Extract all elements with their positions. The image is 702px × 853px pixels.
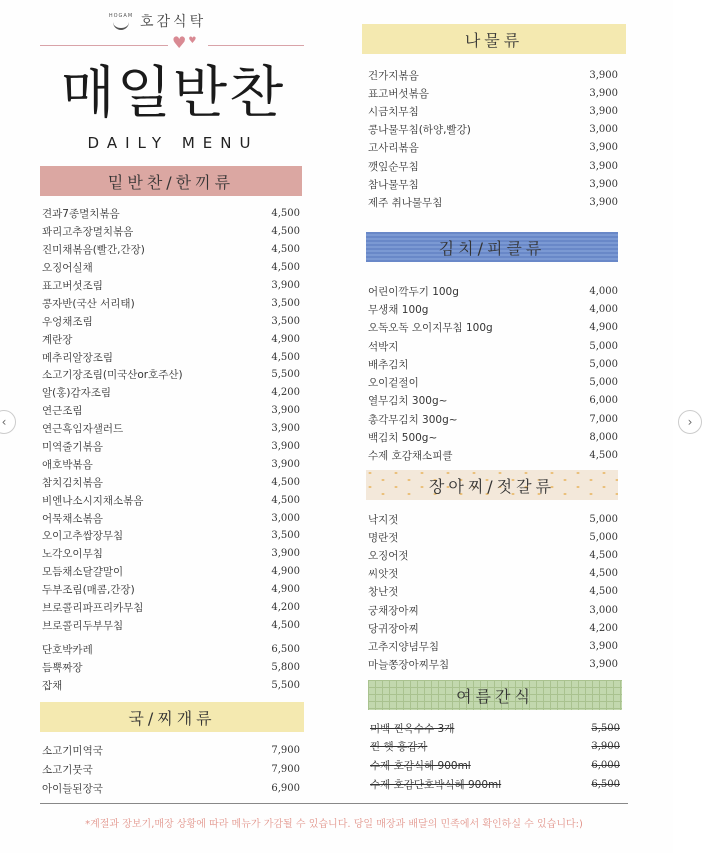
menu-item [42, 509, 300, 527]
menu-item-name: 우엉채조림 [42, 315, 93, 328]
menu-item-price: 3,900 [589, 69, 618, 81]
menu-item-price: 3,900 [271, 548, 300, 560]
menu-item-name: 씨앗젓 [368, 568, 399, 581]
menu-item [42, 760, 300, 779]
menu-item-name: 진미채볶음(빨간,간장) [42, 244, 145, 257]
menu-item [42, 420, 300, 438]
menu-item-name: 열무김치 300g~ [368, 395, 448, 408]
menu-item-name: 콩자반(국산 서리태) [42, 297, 135, 310]
menu-item-price: 5,000 [589, 340, 618, 352]
menu-item-price: 3,900 [589, 160, 618, 172]
menu-item-price: 4,000 [589, 285, 618, 297]
menu-item [368, 319, 618, 337]
menu-item-price: 4,500 [589, 586, 618, 598]
menu-item-price: 3,900 [589, 659, 618, 671]
menu-item-price: 4,500 [589, 568, 618, 580]
menu-item-name: 연근흑임자샐러드 [42, 423, 124, 436]
menu-item-name: 백김치 500g~ [368, 432, 438, 445]
menu-item [368, 300, 618, 318]
menu-item-name: 어묵채소볶음 [42, 512, 103, 525]
menu-item-price: 4,900 [271, 584, 300, 596]
menu-item-price: 3,900 [271, 423, 300, 435]
menu-item-price: 4,500 [589, 549, 618, 561]
banchan-list [42, 205, 300, 634]
menu-item-name: 배추김치 [368, 358, 409, 371]
menu-item [368, 637, 618, 655]
menu-item-price: 3,900 [271, 441, 300, 453]
menu-item [42, 438, 300, 456]
menu-item [42, 348, 300, 366]
menu-item-name: 표고버섯조림 [42, 280, 103, 292]
menu-item-price: 4,500 [271, 226, 300, 238]
menu-item-price: 6,500 [591, 778, 620, 790]
menu-item [368, 355, 618, 373]
menu-item-price: 4,000 [589, 303, 618, 315]
chevron-left-icon[interactable]: ‹ [0, 410, 16, 434]
menu-item-price: 4,200 [589, 622, 618, 634]
menu-item [42, 330, 300, 348]
menu-item-price: 7,900 [271, 764, 300, 775]
menu-item [370, 756, 620, 775]
menu-item-name: 비엔나소시지채소볶음 [42, 494, 144, 507]
menu-item [368, 139, 618, 157]
page-title: 매일반찬 [60, 61, 286, 126]
header-divider-left [40, 45, 168, 46]
menu-item [368, 656, 618, 674]
menu-item-price: 6,000 [589, 395, 618, 407]
menu-item-price: 4,900 [271, 566, 300, 578]
menu-item-price: 5,500 [271, 680, 300, 692]
menu-item-name: 오징어젓 [368, 549, 409, 562]
menu-item-name: 브로콜리두부무침 [42, 619, 124, 632]
menu-item [42, 491, 300, 509]
menu-item [368, 337, 618, 355]
menu-item-name: 낙지젓 [368, 513, 399, 526]
menu-item-price: 3,500 [271, 530, 300, 542]
menu-item-name: 꽈리고추장멸치볶음 [42, 226, 134, 239]
menu-item-name: 찐 햇 홍감자 [370, 741, 428, 754]
menu-item [42, 640, 300, 658]
menu-item [42, 312, 300, 330]
menu-item [42, 384, 300, 402]
section-header-namul: 나물류 [362, 24, 626, 54]
menu-item-name: 무생채 100g [368, 303, 429, 316]
menu-item [42, 527, 300, 545]
jangajji-list [368, 510, 618, 674]
menu-item [42, 455, 300, 473]
menu-item-name: 미백 찐옥수수 3개 [370, 722, 455, 735]
menu-item-name: 깻잎순무침 [368, 160, 419, 173]
summer-list [370, 719, 620, 793]
banchan-extras-list [42, 640, 300, 695]
menu-item-name: 메추리알장조림 [42, 351, 114, 364]
menu-item-name: 오이고추쌈장무침 [42, 530, 124, 543]
menu-item [368, 121, 618, 139]
menu-item-name: 모듬채소달걀말이 [42, 566, 124, 579]
menu-item [368, 528, 618, 546]
menu-item [368, 601, 618, 619]
menu-item-price: 3,900 [271, 280, 300, 291]
menu-item-name: 당귀장아찌 [368, 622, 419, 635]
menu-item-price: 3,500 [271, 297, 300, 309]
menu-item-price: 4,200 [271, 602, 300, 614]
menu-item-price: 3,900 [589, 142, 618, 154]
menu-item-name: 창난젓 [368, 586, 399, 599]
menu-item-price: 3,900 [589, 87, 618, 99]
menu-item-price: 4,500 [589, 450, 618, 462]
menu-item-name: 소고기장조림(미국산or호주산) [42, 369, 183, 382]
menu-item-name: 알(홍)감자조림 [42, 387, 112, 400]
menu-item [42, 581, 300, 599]
menu-item-name: 수제 호감단호박식혜 900ml [370, 778, 502, 791]
menu-item-price: 5,000 [589, 513, 618, 525]
menu-item [42, 473, 300, 491]
menu-item [368, 193, 618, 211]
menu-item-price: 3,000 [589, 124, 618, 136]
menu-item-name: 소고기미역국 [42, 745, 103, 757]
brand [108, 10, 206, 32]
hearts-icon: ♥ ♥ [172, 33, 197, 52]
menu-item [368, 157, 618, 175]
menu-item-price: 4,500 [271, 244, 300, 256]
menu-item [42, 599, 300, 617]
menu-item [368, 583, 618, 601]
page-subtitle: DAILY MENU [87, 134, 259, 152]
menu-item-price: 3,900 [589, 178, 618, 190]
soup-list [42, 741, 300, 798]
footer-divider [40, 803, 628, 804]
menu-item [368, 102, 618, 120]
menu-item-price: 4,900 [589, 322, 618, 334]
section-header-banchan: 밑반찬/한끼류 [40, 166, 302, 196]
menu-item-price: 3,000 [271, 512, 300, 524]
menu-item-name: 브로콜리파프리카무침 [42, 602, 144, 615]
chevron-right-icon[interactable]: › [678, 410, 702, 434]
brand-logo [108, 10, 134, 32]
smile-icon [113, 21, 129, 30]
menu-item-price: 4,500 [271, 494, 300, 506]
menu-item-price: 5,800 [271, 662, 300, 674]
menu-item-name: 건가지볶음 [368, 69, 419, 82]
menu-item-name: 듬뿍짜장 [42, 662, 83, 675]
namul-list [368, 66, 618, 212]
menu-item-name: 계란장 [42, 333, 73, 346]
menu-item [368, 175, 618, 193]
menu-item-price: 4,500 [271, 619, 300, 631]
menu-item [42, 779, 300, 798]
menu-item-price: 4,500 [271, 351, 300, 363]
menu-item [42, 259, 300, 277]
menu-item [368, 282, 618, 300]
menu-item-price: 5,000 [589, 358, 618, 370]
menu-item [368, 84, 618, 102]
menu-item-name: 오징어실채 [42, 262, 93, 275]
menu-item-name: 연근조림 [42, 405, 83, 418]
menu-item [368, 392, 618, 410]
menu-item [368, 66, 618, 84]
menu-item-price: 4,900 [271, 333, 300, 345]
menu-item [42, 223, 300, 241]
menu-item-name: 견과7종멸치볶음 [42, 208, 120, 221]
menu-item-name: 오이겉절이 [368, 377, 419, 390]
menu-item-name: 애호박볶음 [42, 458, 93, 471]
menu-item [368, 428, 618, 446]
menu-item-name: 어린이깍두기 100g [368, 285, 459, 298]
menu-item-name: 궁채장아찌 [368, 604, 419, 617]
section-header-summer: 여름간식 [368, 680, 622, 710]
menu-item-price: 3,000 [589, 604, 618, 616]
header-divider-right [208, 45, 304, 46]
menu-item-price: 8,000 [589, 432, 618, 444]
menu-item-price: 5,000 [589, 531, 618, 543]
menu-item-name: 마늘쫑장아찌무침 [368, 659, 450, 672]
menu-item [368, 410, 618, 428]
menu-item-name: 시금치무침 [368, 105, 419, 118]
menu-item [42, 741, 300, 760]
menu-item [42, 563, 300, 581]
kimchi-list [368, 282, 618, 465]
footnote: *계절과 장보기,매장 상황에 따라 메뉴가 가감될 수 있습니다. 당일 매장과 배달의 민족에서 확인하실 수 있습니다:) [85, 819, 583, 830]
menu-item [370, 775, 620, 794]
menu-item [42, 366, 300, 384]
section-header-soup: 국/찌개류 [40, 702, 304, 732]
menu-item-price: 5,500 [591, 722, 620, 734]
menu-item-price: 3,500 [271, 315, 300, 327]
menu-item [368, 619, 618, 637]
menu-item [368, 447, 618, 465]
menu-item-name: 명란젓 [368, 531, 399, 544]
menu-item-name: 두부조림(매콤,간장) [42, 584, 135, 597]
menu-item [368, 373, 618, 391]
menu-item-name: 고사리볶음 [368, 142, 419, 155]
menu-item [370, 738, 620, 757]
menu-item-price: 7,900 [271, 745, 300, 756]
menu-item-price: 4,200 [271, 387, 300, 399]
menu-item-name: 단호박카레 [42, 643, 93, 656]
menu-item [370, 719, 620, 738]
menu-item [42, 294, 300, 312]
menu-item-name: 참치김치볶음 [42, 476, 103, 489]
menu-item-name: 미역줄기볶음 [42, 441, 103, 454]
menu-item [368, 510, 618, 528]
menu-item-price: 3,900 [589, 196, 618, 208]
menu-item-price: 3,900 [271, 405, 300, 417]
menu-item-price: 4,500 [271, 262, 300, 274]
menu-item [42, 616, 300, 634]
menu-item-name: 총각무김치 300g~ [368, 413, 458, 426]
menu-item-price: 3,900 [271, 458, 300, 470]
menu-item-price: 4,500 [271, 476, 300, 488]
menu-item-price: 3,900 [591, 741, 620, 753]
menu-item-price: 3,900 [589, 640, 618, 652]
menu-item [42, 402, 300, 420]
menu-item-name: 고추지양념무침 [368, 640, 440, 653]
menu-item-name: 콩나물무침(하양,빨강) [368, 124, 471, 137]
section-header-jangajji: 장아찌/젓갈류 [366, 470, 618, 500]
menu-item [368, 546, 618, 564]
menu-item-price: 6,900 [271, 783, 300, 794]
menu-item-name: 수제 호감식혜 900ml [370, 759, 471, 772]
menu-item [42, 241, 300, 259]
menu-item [42, 677, 300, 695]
menu-item-price: 7,000 [589, 413, 618, 425]
menu-item-name: 소고기뭇국 [42, 764, 93, 776]
menu-item [42, 658, 300, 676]
menu-item-name: 노각오이무침 [42, 548, 103, 561]
menu-item-price: 5,000 [589, 377, 618, 389]
menu-item-name: 석박지 [368, 340, 399, 353]
menu-item [42, 205, 300, 223]
menu-item [368, 565, 618, 583]
menu-item-name: 참나물무침 [368, 178, 419, 191]
menu-item-name: 제주 취나물무침 [368, 196, 443, 209]
section-header-kimchi: 김치/피클류 [366, 232, 618, 262]
menu-item-name: 표고버섯볶음 [368, 87, 429, 100]
menu-item [42, 545, 300, 563]
brand-logo-text: HOGAM [108, 13, 134, 19]
menu-item-price: 3,900 [589, 105, 618, 117]
menu-item-price: 4,500 [271, 208, 300, 220]
menu-item-price: 5,500 [271, 369, 300, 381]
menu-item-name: 오독오독 오이지무침 100g [368, 322, 493, 335]
brand-name: 호감식탁 [140, 14, 207, 30]
menu-item-name: 잡채 [42, 680, 63, 693]
menu-item-price: 6,000 [591, 759, 620, 771]
menu-item-price: 6,500 [271, 643, 300, 655]
menu-item [42, 277, 300, 295]
menu-item-name: 수제 호감채소피클 [368, 450, 453, 463]
menu-item-name: 아이들된장국 [42, 783, 103, 795]
